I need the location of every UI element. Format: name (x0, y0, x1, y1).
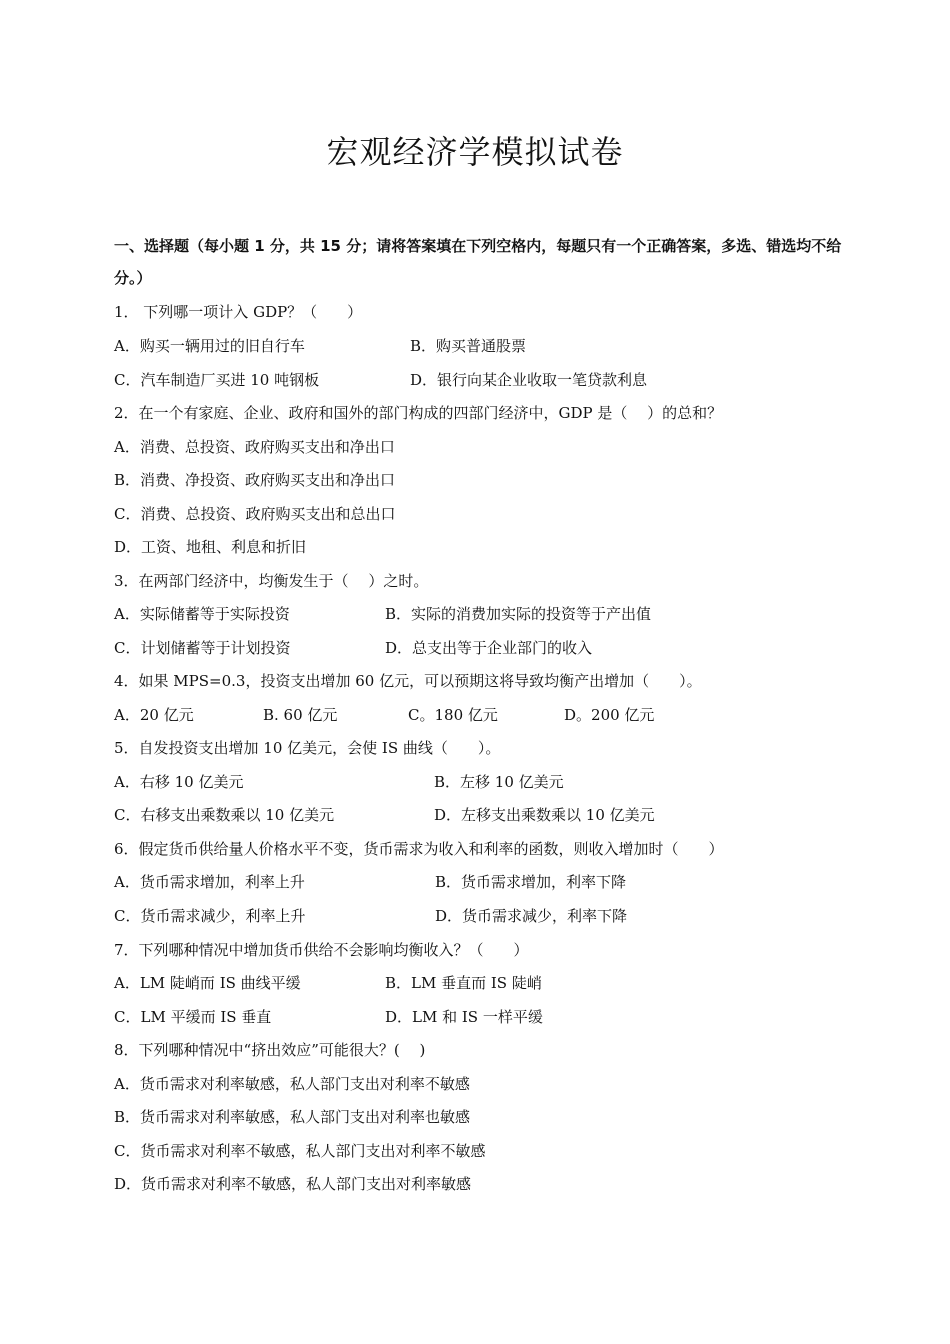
question-6-option-a: A．货币需求增加，利率上升 (114, 873, 305, 891)
question-7-option-b: B．LM 垂直而 IS 陡峭 (385, 974, 542, 992)
question-6-option-c: C．货币需求减少，利率上升 (114, 907, 306, 925)
question-7-option-a: A．LM 陡峭而 IS 曲线平缓 (114, 974, 301, 992)
question-7-stem: 7．下列哪种情况中增加货币供给不会影响均衡收入？（ ） (114, 941, 529, 959)
question-5-stem: 5．自发投资支出增加 10 亿美元，会使 IS 曲线（ ）。 (114, 739, 501, 757)
question-3-option-d: D．总支出等于企业部门的收入 (385, 639, 593, 657)
question-8-stem: 8．下列哪种情况中“挤出效应”可能很大？( ) (114, 1041, 426, 1059)
question-2-option-b: B．消费、净投资、政府购买支出和净出口 (114, 471, 396, 489)
question-3-option-b: B．实际的消费加实际的投资等于产出值 (385, 605, 652, 623)
question-5-option-d: D．左移支出乘数乘以 10 亿美元 (434, 806, 655, 824)
question-8-option-a: A．货币需求对利率敏感，私人部门支出对利率不敏感 (114, 1075, 470, 1093)
question-2-option-c: C．消费、总投资、政府购买支出和总出口 (114, 505, 396, 523)
question-8-option-c: C．货币需求对利率不敏感，私人部门支出对利率不敏感 (114, 1142, 486, 1160)
question-1-stem: 1． 下列哪一项计入 GDP？（ ） (114, 303, 363, 321)
question-6-option-d: D．货币需求减少，利率下降 (435, 907, 628, 925)
question-5-option-a: A．右移 10 亿美元 (114, 773, 244, 791)
question-7-option-d: D．LM 和 IS 一样平缓 (385, 1008, 543, 1026)
question-6-stem: 6．假定货币供给量人价格水平不变，货币需求为收入和利率的函数，则收入增加时（ ） (114, 840, 724, 858)
question-1-option-c: C．汽车制造厂买进 10 吨钢板 (114, 371, 320, 389)
question-1-option-a: A．购买一辆用过的旧自行车 (114, 337, 305, 355)
question-8-option-d: D．货币需求对利率不敏感，私人部门支出对利率敏感 (114, 1175, 472, 1193)
question-1-option-d: D．银行向某企业收取一笔贷款利息 (410, 371, 648, 389)
section-header: 一、选择题（每小题 1 分，共 15 分；请将答案填在下列空格内，每题只有一个正确答案，多选、错选均不给分。） (114, 237, 842, 287)
question-5-option-b: B．左移 10 亿美元 (434, 773, 564, 791)
question-3-option-a: A．实际储蓄等于实际投资 (114, 605, 290, 623)
question-8-option-b: B．货币需求对利率敏感，私人部门支出对利率也敏感 (114, 1108, 471, 1126)
question-4-option-c: C。180 亿元 (408, 706, 498, 724)
question-4-stem: 4．如果 MPS=0.3，投资支出增加 60 亿元，可以预期这将导致均衡产出增加（ ）。 (114, 672, 702, 690)
question-3-stem: 3．在两部门经济中，均衡发生于（ ）之时。 (114, 572, 429, 590)
question-5-option-c: C．右移支出乘数乘以 10 亿美元 (114, 806, 335, 824)
question-2-stem: 2．在一个有家庭、企业、政府和国外的部门构成的四部门经济中，GDP 是（ ）的总和？ (114, 404, 723, 422)
question-4-option-d: D。200 亿元 (564, 706, 655, 724)
page-title: 宏观经济学模拟试卷 (326, 133, 624, 171)
question-7-option-c: C．LM 平缓而 IS 垂直 (114, 1008, 272, 1026)
question-2-option-d: D．工资、地租、利息和折旧 (114, 538, 307, 556)
question-6-option-b: B．货币需求增加，利率下降 (435, 873, 627, 891)
question-2-option-a: A．消费、总投资、政府购买支出和净出口 (114, 438, 395, 456)
question-4-option-a: A．20 亿元 (114, 706, 194, 724)
question-4-option-b: B. 60 亿元 (263, 706, 338, 724)
question-3-option-c: C．计划储蓄等于计划投资 (114, 639, 291, 657)
question-1-option-b: B．购买普通股票 (410, 337, 527, 355)
